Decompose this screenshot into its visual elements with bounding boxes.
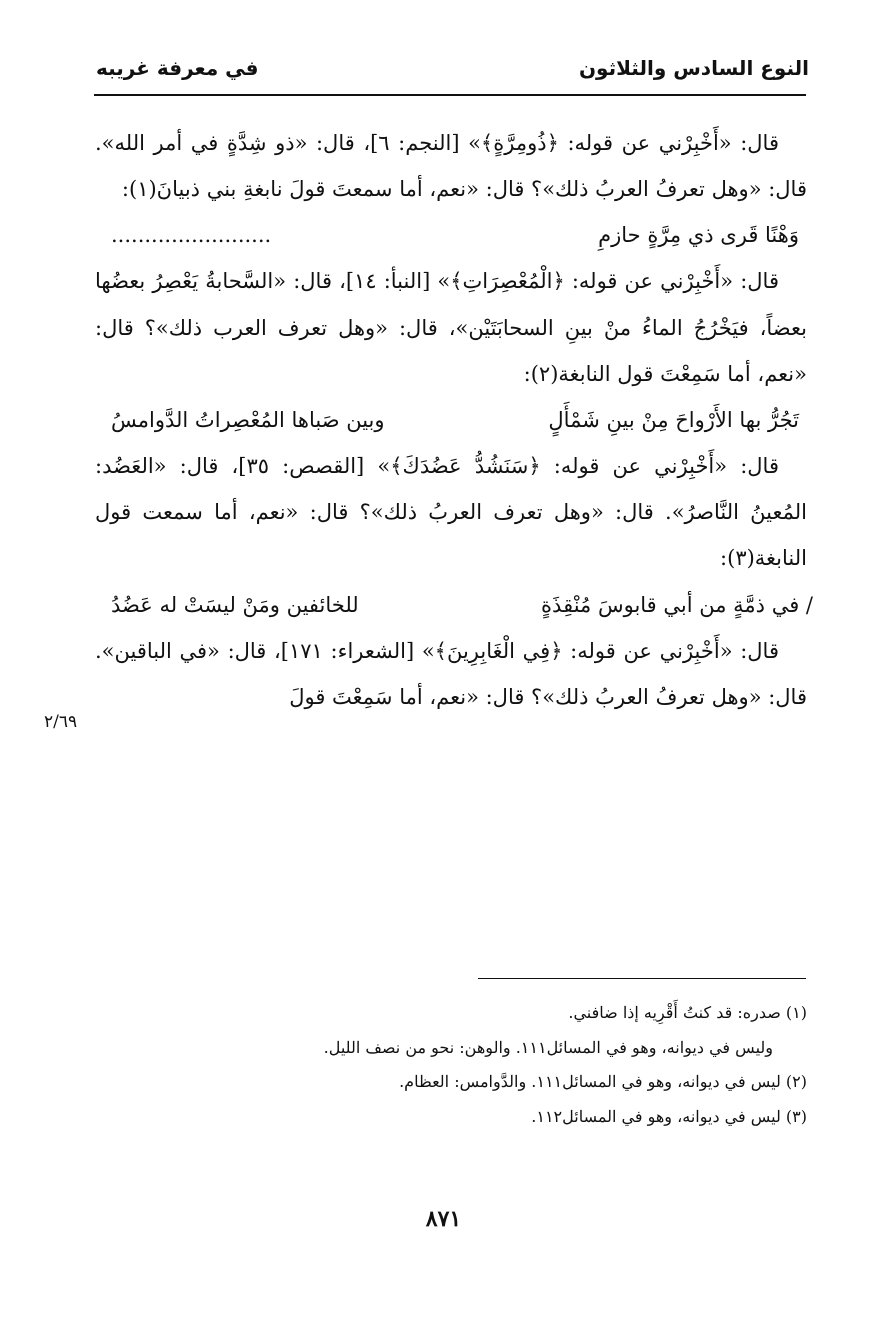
verse-3-first-hemistich: / في ذمَّةٍ من أبي قابوسَ مُنْقِذَةٍ	[541, 592, 813, 617]
footnote-1-continued: وليس في ديوانه، وهو في المسائل١١١. والوهن: نحو من نصف الليل.	[323, 1037, 773, 1057]
running-header-section: في معرفة غريبه	[96, 56, 259, 80]
paragraph-4: قال: «أَخْبِرْني عن قوله: ﴿فِي الْغَابِرِينَ﴾» [الشعراء: ١٧١]، قال: «في الباقين». قال: «وهل تعرفُ العربُ ذلك»؟ قال: «نعم، أما سَمِعْتَ قولَ	[95, 638, 807, 709]
verse-3-second-hemistich: للخائفين ومَنْ ليسَتْ له عَضُدُ	[111, 592, 359, 617]
header-rule	[94, 94, 806, 96]
footnote-2: (٢) ليس في ديوانه، وهو في المسائل١١١. والدَّوامس: العظام.	[399, 1072, 807, 1091]
main-text	[95, 120, 813, 720]
footnote-rule	[478, 978, 806, 979]
verse-2-second-hemistich: وبين صَباها المُعْصِراتُ الدَّوامسُ	[111, 408, 385, 433]
page-number: ٨٧١	[425, 1206, 462, 1232]
verse-1-second-hemistich: ........................	[111, 223, 272, 248]
paragraph-3: قال: «أَخْبِرْني عن قوله: ﴿سَنَشُدُّ عَضُدَكَ﴾» [القصص: ٣٥]، قال: «العَضُد: المُعينُ النَّاصرُ». قال: «وهل تعرف العربُ ذلك»؟ قال: «نعم، أما سمعت قول النابغة(٣):	[95, 454, 807, 571]
footnote-1: (١) صدره: قد كنتُ أَقْرِيه إذا ضافني.	[568, 1003, 807, 1022]
footnote-3: (٣) ليس في ديوانه، وهو في المسائل١١٢.	[531, 1106, 807, 1126]
running-header-chapter: النوع السادس والثلاثون	[578, 56, 809, 80]
verse-1	[95, 212, 807, 258]
verse-2	[95, 397, 807, 443]
verse-2-first-hemistich: تَجُرُّ بها الأَرْواحَ مِنْ بينِ شَمْأَلٍ	[548, 408, 799, 433]
margin-reference: ٢/٦٩	[44, 712, 78, 732]
footnotes	[95, 996, 807, 1134]
verse-1-first-hemistich: وَهْنًا قَرى ذي مِرَّةٍ حازمِ	[598, 223, 799, 248]
paragraph-1: قال: «أَخْبِرْني عن قوله: ﴿ذُومِرَّةٍ﴾» [النجم: ٦]، قال: «ذو شِدَّةٍ في أمر الله». قال: «وهل تعرفُ العربُ ذلك»؟ قال: «نعم، أما سمعتَ قولَ نابغةِ بني ذبيانَ(١):	[95, 131, 807, 202]
verse-3	[95, 582, 813, 628]
paragraph-2: قال: «أَخْبِرْني عن قوله: ﴿الْمُعْصِرَاتِ﴾» [النبأ: ١٤]، قال: «السَّحابةُ يَعْصِرُ بعضُها بعضاً، فيَخْرُجُ الماءُ منْ بينِ السحابَتَيْن»، قال: «وهل تعرف العرب ذلك»؟ قال: «نعم، أما سَمِعْتَ قول النابغة(٢):	[95, 269, 807, 386]
